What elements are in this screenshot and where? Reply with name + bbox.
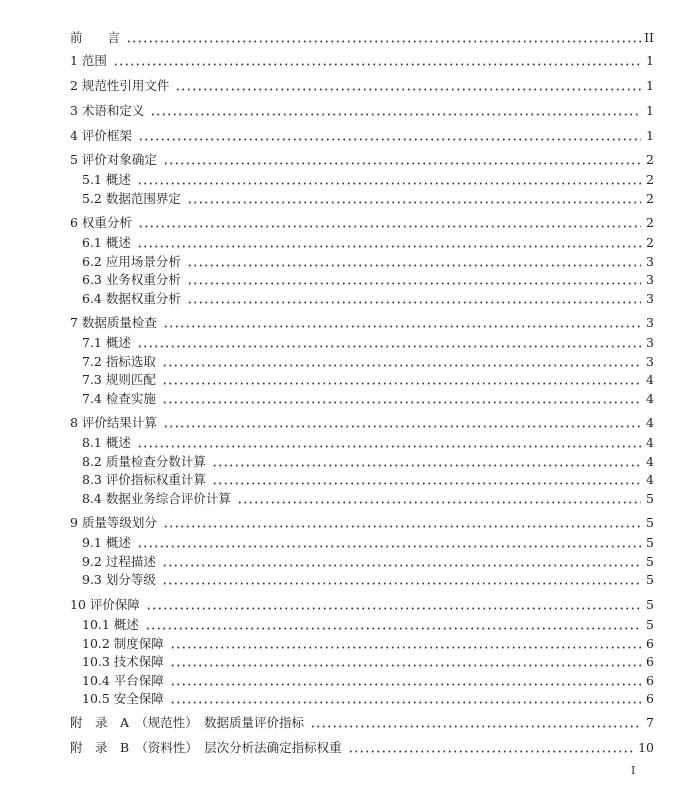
dot-leader <box>187 289 641 309</box>
dot-leader <box>212 470 641 490</box>
toc-label: 8 评价结果计算 <box>70 415 157 430</box>
toc-subentry[interactable] <box>82 189 654 209</box>
toc-label: 7.2 指标选取 <box>82 354 156 369</box>
toc-label: 9.3 划分等级 <box>82 572 156 587</box>
toc-page-number: 5 <box>646 535 654 550</box>
toc-entry-appendix-a[interactable] <box>70 713 654 733</box>
toc-entry-foreword[interactable] <box>70 28 654 48</box>
toc-label: 6.1 概述 <box>82 235 131 250</box>
toc-entry[interactable] <box>70 126 654 146</box>
toc-subentry[interactable] <box>82 671 654 691</box>
toc-subentry[interactable] <box>82 170 654 190</box>
toc-page-number: 4 <box>646 391 654 406</box>
toc-label: 9.2 过程描述 <box>82 554 156 569</box>
toc-page-number: 2 <box>646 152 654 167</box>
toc-label: 6.3 业务权重分析 <box>82 272 181 287</box>
toc-page-number: 1 <box>646 128 654 143</box>
toc-label: 1 范围 <box>70 53 107 68</box>
toc-page-number: 2 <box>646 215 654 230</box>
toc-page-number: 6 <box>646 691 654 706</box>
dot-leader <box>138 126 641 146</box>
toc-subentry[interactable] <box>82 433 654 453</box>
toc-page-number: 4 <box>646 372 654 387</box>
toc-label: 8.1 概述 <box>82 435 131 450</box>
toc-page-number: 3 <box>646 354 654 369</box>
dot-leader <box>137 533 641 553</box>
toc-subentry[interactable] <box>82 270 654 290</box>
toc-label: 5.1 概述 <box>82 172 131 187</box>
dot-leader <box>212 452 641 472</box>
toc-label: 附 录 A （规范性） 数据质量评价指标 <box>70 715 305 730</box>
toc-label: 10.4 平台保障 <box>82 673 164 688</box>
toc-page-number: 6 <box>646 673 654 688</box>
toc-label: 7.4 检查实施 <box>82 391 156 406</box>
dot-leader <box>170 689 641 709</box>
dot-leader <box>163 150 641 170</box>
toc-label: 6.2 应用场景分析 <box>82 254 181 269</box>
toc-subentry[interactable] <box>82 489 654 509</box>
dot-leader <box>237 489 641 509</box>
toc-label: 5 评价对象确定 <box>70 152 157 167</box>
toc-label: 8.4 数据业务综合评价计算 <box>82 491 231 506</box>
toc-label: 4 评价框架 <box>70 128 132 143</box>
toc-subentry[interactable] <box>82 370 654 390</box>
toc-label: 8.3 评价指标权重计算 <box>82 472 206 487</box>
toc-label: 3 术语和定义 <box>70 103 145 118</box>
toc-label: 10.3 技术保障 <box>82 654 164 669</box>
toc-label: 6 权重分析 <box>70 215 132 230</box>
toc-page-number: 2 <box>646 235 654 250</box>
toc-page-number: 5 <box>646 597 654 612</box>
toc-subentry[interactable] <box>82 389 654 409</box>
toc-subentry[interactable] <box>82 352 654 372</box>
dot-leader <box>162 389 641 409</box>
toc-label: 5.2 数据范围界定 <box>82 191 181 206</box>
dot-leader <box>137 333 641 353</box>
toc-page-number: 3 <box>646 335 654 350</box>
toc-entry[interactable] <box>70 213 654 233</box>
dot-leader <box>163 513 641 533</box>
toc-page-number: 2 <box>646 172 654 187</box>
toc-label: 6.4 数据权重分析 <box>82 291 181 306</box>
toc-page-number: 7 <box>646 715 654 730</box>
toc-page-number: 6 <box>646 654 654 669</box>
dot-leader <box>170 671 641 691</box>
toc-entry[interactable] <box>70 513 654 533</box>
toc-subentry[interactable] <box>82 652 654 672</box>
dot-leader <box>175 76 641 96</box>
dot-leader <box>150 101 641 121</box>
toc-subentry[interactable] <box>82 689 654 709</box>
toc-entry[interactable] <box>70 51 654 71</box>
toc-entry[interactable] <box>70 595 654 615</box>
dot-leader <box>145 615 641 635</box>
dot-leader <box>170 652 641 672</box>
dot-leader <box>170 634 641 654</box>
toc-entry[interactable] <box>70 76 654 96</box>
toc-entry[interactable] <box>70 413 654 433</box>
toc-subentry[interactable] <box>82 533 654 553</box>
toc-page-number: 10 <box>638 740 654 755</box>
toc-label: 9 质量等级划分 <box>70 515 157 530</box>
toc-page-number: 3 <box>646 272 654 287</box>
toc-entry-appendix-b[interactable] <box>70 738 654 758</box>
toc-page-number: 2 <box>646 191 654 206</box>
toc-page-number: 5 <box>646 554 654 569</box>
toc-page-number: II <box>644 30 654 45</box>
toc-label: 7.1 概述 <box>82 335 131 350</box>
dot-leader <box>137 170 641 190</box>
toc-label: 2 规范性引用文件 <box>70 78 170 93</box>
dot-leader <box>187 189 641 209</box>
dot-leader <box>137 433 641 453</box>
dot-leader <box>187 270 641 290</box>
dot-leader <box>348 738 635 758</box>
toc-label: 10.2 制度保障 <box>82 636 164 651</box>
toc-page-number: 5 <box>646 491 654 506</box>
dot-leader <box>163 413 641 433</box>
toc-label: 10 评价保障 <box>70 597 140 612</box>
page-number-footer: I <box>631 764 636 777</box>
dot-leader <box>163 313 641 333</box>
toc-page-number: 5 <box>646 572 654 587</box>
toc-label: 9.1 概述 <box>82 535 131 550</box>
toc-label: 7 数据质量检查 <box>70 315 157 330</box>
toc-page-number: 1 <box>646 103 654 118</box>
toc-label: 10.1 概述 <box>82 617 139 632</box>
toc-subentry[interactable] <box>82 634 654 654</box>
toc-page-number: 5 <box>646 515 654 530</box>
toc-entry[interactable] <box>70 313 654 333</box>
toc-page-number: 1 <box>646 78 654 93</box>
toc-page-number: 3 <box>646 291 654 306</box>
dot-leader <box>113 51 641 71</box>
toc-entry[interactable] <box>70 150 654 170</box>
toc-page-number: 1 <box>646 53 654 68</box>
toc-label: 附 录 B （资料性） 层次分析法确定指标权重 <box>70 740 342 755</box>
toc-page-number: 4 <box>646 454 654 469</box>
toc-subentry[interactable] <box>82 233 654 253</box>
toc-page-number: 6 <box>646 636 654 651</box>
toc-subentry[interactable] <box>82 333 654 353</box>
toc-subentry[interactable] <box>82 252 654 272</box>
toc-subentry[interactable] <box>82 470 654 490</box>
toc-page-number: 5 <box>646 617 654 632</box>
toc-label: 7.3 规则匹配 <box>82 372 156 387</box>
toc-page-number: 3 <box>646 254 654 269</box>
toc-page-number: 4 <box>646 435 654 450</box>
toc-entry[interactable] <box>70 101 654 121</box>
toc-subentry[interactable] <box>82 289 654 309</box>
toc-subentry[interactable] <box>82 452 654 472</box>
dot-leader <box>138 213 641 233</box>
dot-leader <box>146 595 641 615</box>
toc-label: 10.5 安全保障 <box>82 691 164 706</box>
toc-subentry[interactable] <box>82 552 654 572</box>
toc-page-number: 4 <box>646 415 654 430</box>
toc-label: 8.2 质量检查分数计算 <box>82 454 206 469</box>
toc-page-number: 4 <box>646 472 654 487</box>
dot-leader <box>162 352 641 372</box>
toc-subentry[interactable] <box>82 570 654 590</box>
toc-subentry[interactable] <box>82 615 654 635</box>
dot-leader <box>137 233 641 253</box>
toc-label: 前 言 <box>70 30 121 45</box>
dot-leader <box>310 713 641 733</box>
toc-page-number: 3 <box>646 315 654 330</box>
dot-leader <box>126 28 641 48</box>
dot-leader <box>162 370 641 390</box>
dot-leader <box>187 252 641 272</box>
dot-leader <box>162 552 641 572</box>
dot-leader <box>162 570 641 590</box>
